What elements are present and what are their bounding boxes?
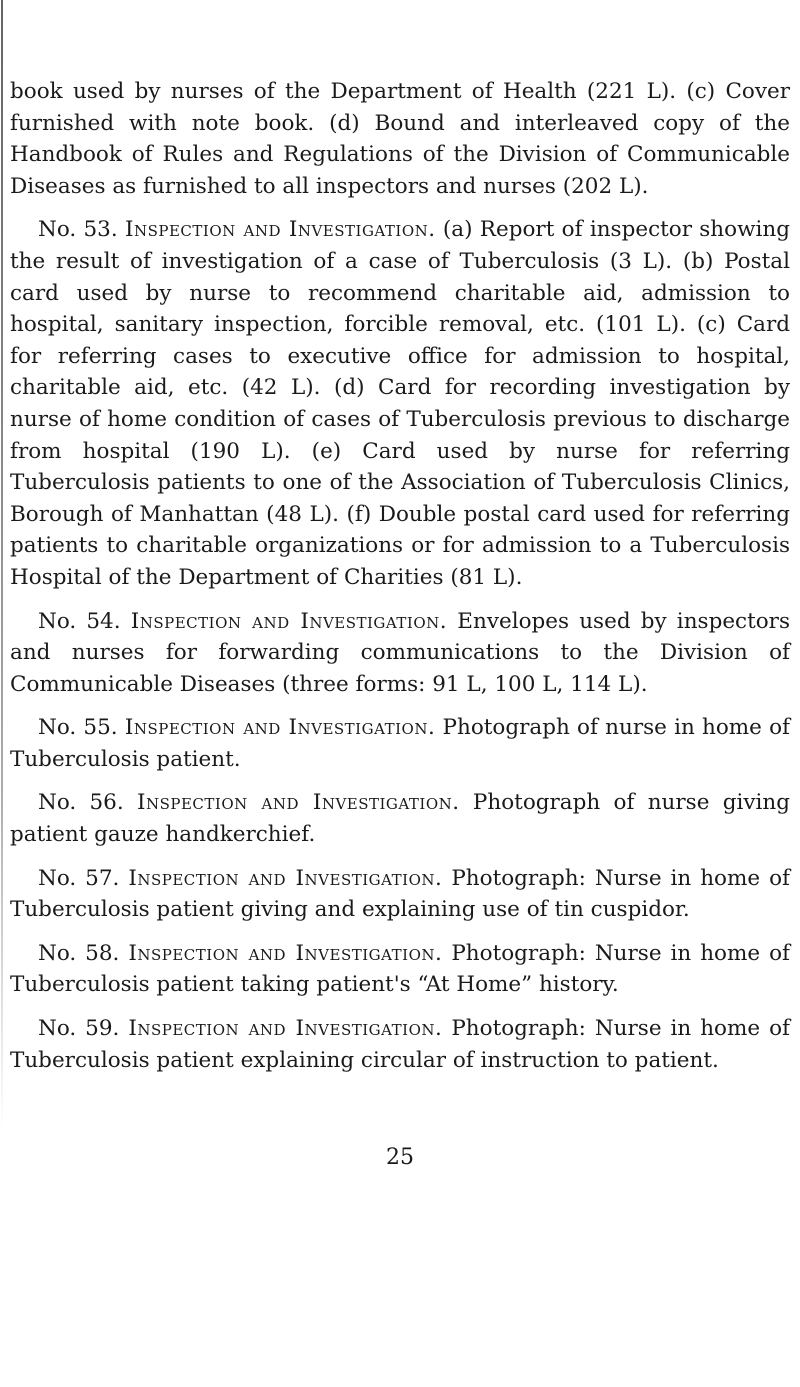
paragraph-heading: Inspection and Investigation. xyxy=(137,790,460,816)
paragraph-body: Envelopes used by inspectors and nurses for forwarding communications to the Division of Communicable Diseases (three forms: 91 L, 100 L, 114 L). xyxy=(10,608,790,697)
paragraph-body: Photograph of nurse in home of Tuberculosis patient. xyxy=(10,715,791,772)
paragraph-heading: Inspection and Investigation. xyxy=(130,608,448,634)
paragraph-body: (a) Report of inspector showing the result of investigation of a case of Tuberculosis (3 L). (b) Postal card used by nurse to recommend charitable aid, admission to hospital, sanitary inspection, forcible removal, etc. (101 L). (c) Card for referring cases to executive office for admission to hospital, charitable aid, etc. (42 L). (d) Card for recording investigation by nurse of home condition of cases of Tuberculosis previous to discharge from hospital (190 L). (e) Card used by nurse for referring Tuberculosis patients to one of the Association of Tuberculosis Clinics, Borough of Manhattan (48 L). (f) Double postal card used for referring patients to charitable organizations or for admission to a Tuberculosis Hospital of the Department of Charities (81 L). xyxy=(10,217,790,590)
paragraph-no-57 xyxy=(10,863,790,926)
paragraph-no-58 xyxy=(10,938,790,1001)
paragraph-no-55 xyxy=(10,712,790,775)
paragraph-body: Photograph: Nurse in home of Tuberculosis patient giving and explaining use of tin cuspidor. xyxy=(10,865,790,923)
paragraph-no-56 xyxy=(10,787,790,850)
paragraph-number: No. 55. xyxy=(38,715,118,741)
paragraph-body: book used by nurses of the Department of Health (221 L). (c) Cover furnished with note book. (d) Bound and interleaved copy of the Handbook of Rules and Regulations of the Division of Communicable Diseases as furnished to all inspectors and nurses (202 L). xyxy=(10,79,790,199)
paragraph-heading: Inspection and Investigation. xyxy=(124,715,436,741)
paragraph-heading: Inspection and Investigation. xyxy=(128,940,443,966)
paragraph-heading: Inspection and Investigation. xyxy=(125,217,436,243)
paragraph-body: Photograph: Nurse in home of Tuberculosis patient explaining circular of instruction to patient. xyxy=(10,1016,790,1073)
paragraph-body: Photograph of nurse giving patient gauze handkerchief. xyxy=(10,790,790,848)
paragraph-no-54 xyxy=(10,606,790,701)
paragraph-no-59 xyxy=(10,1013,790,1076)
paragraph-number: No. 53. xyxy=(38,217,118,243)
paragraph-heading: Inspection and Investigation. xyxy=(128,1016,443,1042)
page-edge-line xyxy=(1,0,3,1130)
paragraph-number: No. 54. xyxy=(38,608,121,634)
paragraph-no-53 xyxy=(10,214,790,593)
paragraph-body: Photograph: Nurse in home of Tuberculosis patient taking patient's “At Home” history. xyxy=(10,940,790,998)
page-number: 25 xyxy=(386,1145,414,1170)
text-block xyxy=(10,76,790,1076)
paragraph-number: No. 58. xyxy=(38,940,120,966)
paragraph-number: No. 56. xyxy=(38,790,124,816)
paragraph-heading: Inspection and Investigation. xyxy=(128,865,443,891)
paragraph-number: No. 59. xyxy=(38,1016,120,1042)
paragraph-number: No. 57. xyxy=(38,865,120,891)
paragraph-continuation xyxy=(10,76,790,202)
